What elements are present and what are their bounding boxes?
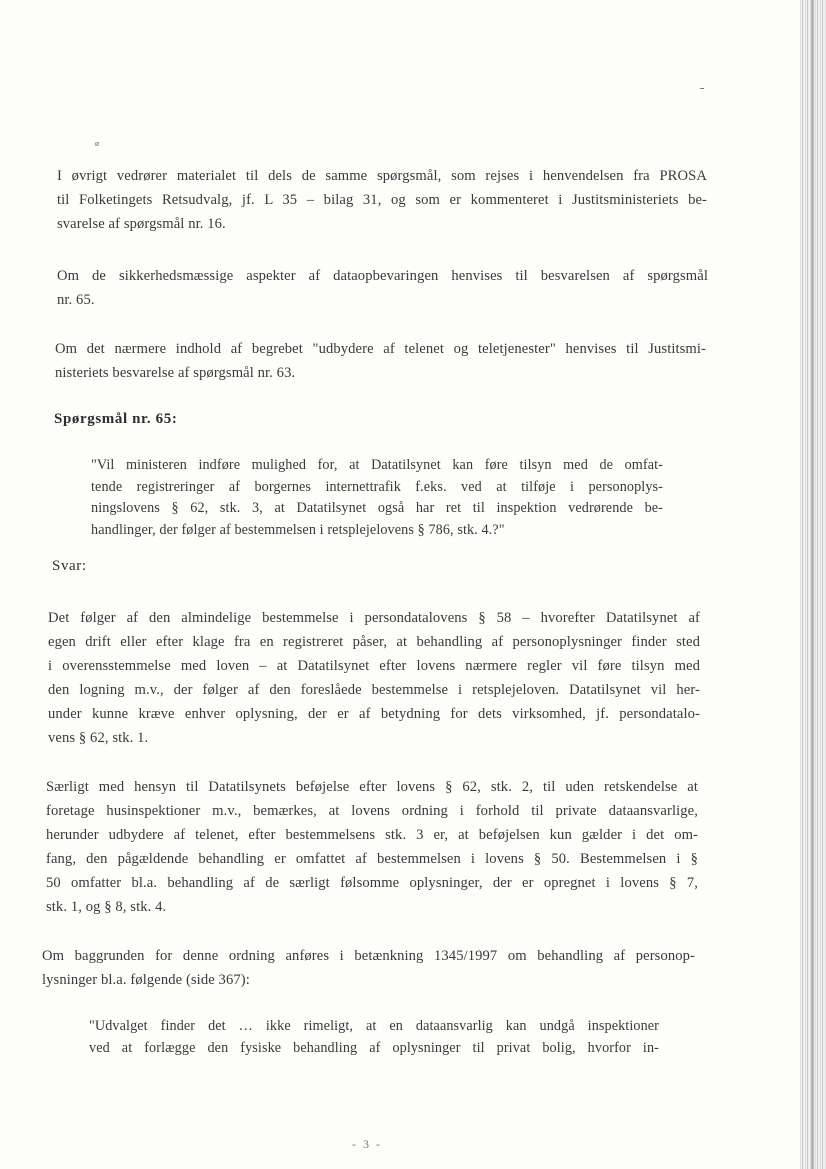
text-line: nr. 65. bbox=[57, 292, 95, 308]
text-line: stk. 1, og § 8, stk. 4. bbox=[46, 899, 167, 915]
text-line: nisteriets besvarelse af spørgsmål nr. 63. bbox=[55, 365, 296, 381]
text-line: foretage husinspektioner m.v., bemærkes, at lovens ordning i forhold til private dataansvarlige, bbox=[46, 803, 698, 819]
heading-answer: Svar: bbox=[52, 558, 87, 574]
text-line: Om de sikkerhedsmæssige aspekter af dataopbevaringen henvises til besvarelsen af spørgsmål bbox=[57, 268, 708, 284]
quote-question bbox=[91, 455, 663, 541]
text-line: I øvrigt vedrører materialet til dels de samme spørgsmål, som rejses i henvendelsen fra PROSA bbox=[57, 168, 707, 184]
scan-edge-line bbox=[811, 0, 814, 1169]
text-line: den logning m.v., der følger af den foreslåede bestemmelse i retsplejeloven. Datatilsynet vil her- bbox=[48, 682, 700, 698]
text-line: herunder udbydere af telenet, efter bestemmelsens stk. 3 er, at beføjelsen kun gælder i det om- bbox=[46, 827, 698, 843]
text-line: ved at forlægge den fysiske behandling af oplysninger til privat bolig, hvorfor in- bbox=[89, 1039, 659, 1056]
text-line: ningslovens § 62, stk. 3, at Datatilsynet også har ret til inspektion vedrørende be- bbox=[91, 500, 663, 516]
scan-mark bbox=[700, 88, 704, 89]
text-line: 50 omfatter bl.a. behandling af de særligt følsomme oplysninger, der er opregnet i lovens § 7, bbox=[46, 875, 698, 891]
text-line: under kunne kræve enhver oplysning, der er af betydning for dets virksomhed, jf. persondatalo- bbox=[48, 706, 700, 722]
text-line: vens § 62, stk. 1. bbox=[48, 730, 149, 746]
paragraph-telenet-definition bbox=[55, 337, 706, 385]
text-line: Om baggrunden for denne ordning anføres i betænkning 1345/1997 om behandling af personop- bbox=[42, 948, 695, 964]
quote-committee bbox=[89, 1016, 659, 1059]
text-line: fang, den pågældende behandling er omfattet af bestemmelsen i lovens § 50. Bestemmelsen i § bbox=[46, 851, 698, 867]
text-line: Om det nærmere indhold af begrebet "udbydere af telenet og teletjenester" henvises til Justitsmi- bbox=[55, 341, 706, 357]
text-line: svarelse af spørgsmål nr. 16. bbox=[57, 216, 226, 232]
text-line: "Udvalget finder det … ikke rimeligt, at en dataansvarlig kan undgå inspektioner bbox=[89, 1018, 659, 1034]
text-line: egen drift eller efter klage fra en registreret påser, at behandling af personoplysninger finder sted bbox=[48, 634, 700, 650]
text-line: Det følger af den almindelige bestemmelse i persondatalovens § 58 – hvorefter Datatilsynet af bbox=[48, 610, 700, 626]
text-line: til Folketingets Retsudvalg, jf. L 35 – bilag 31, og som er kommenteret i Justitsministeriets be- bbox=[57, 192, 707, 208]
text-line: tende registreringer af borgernes internettrafik f.eks. ved at tilføje i personoplys- bbox=[91, 478, 663, 495]
paragraph-inspection-powers bbox=[46, 775, 698, 919]
text-line: Særligt med hensyn til Datatilsynets beføjelse efter lovens § 62, stk. 2, til uden retskendelse at bbox=[46, 779, 698, 795]
page-number: - 3 - bbox=[352, 1137, 382, 1151]
text-line: i overensstemmelse med loven – at Datatilsynet efter lovens nærmere regler vil føre tilsyn med bbox=[48, 658, 700, 674]
paragraph-answer-supervision bbox=[48, 606, 700, 750]
heading-question: Spørgsmål nr. 65: bbox=[54, 411, 178, 427]
paragraph-security-aspects bbox=[57, 264, 708, 312]
text-line: lysninger bl.a. følgende (side 367): bbox=[42, 972, 250, 988]
paragraph-prosa-reference bbox=[57, 164, 707, 236]
text-line: handlinger, der følger af bestemmelsen i retsplejelovens § 786, stk. 4.?" bbox=[91, 521, 505, 538]
scan-speck: ø bbox=[95, 139, 99, 148]
paragraph-background bbox=[42, 944, 695, 992]
text-line: "Vil ministeren indføre mulighed for, at Datatilsynet kan føre tilsyn med de omfat- bbox=[91, 457, 663, 473]
